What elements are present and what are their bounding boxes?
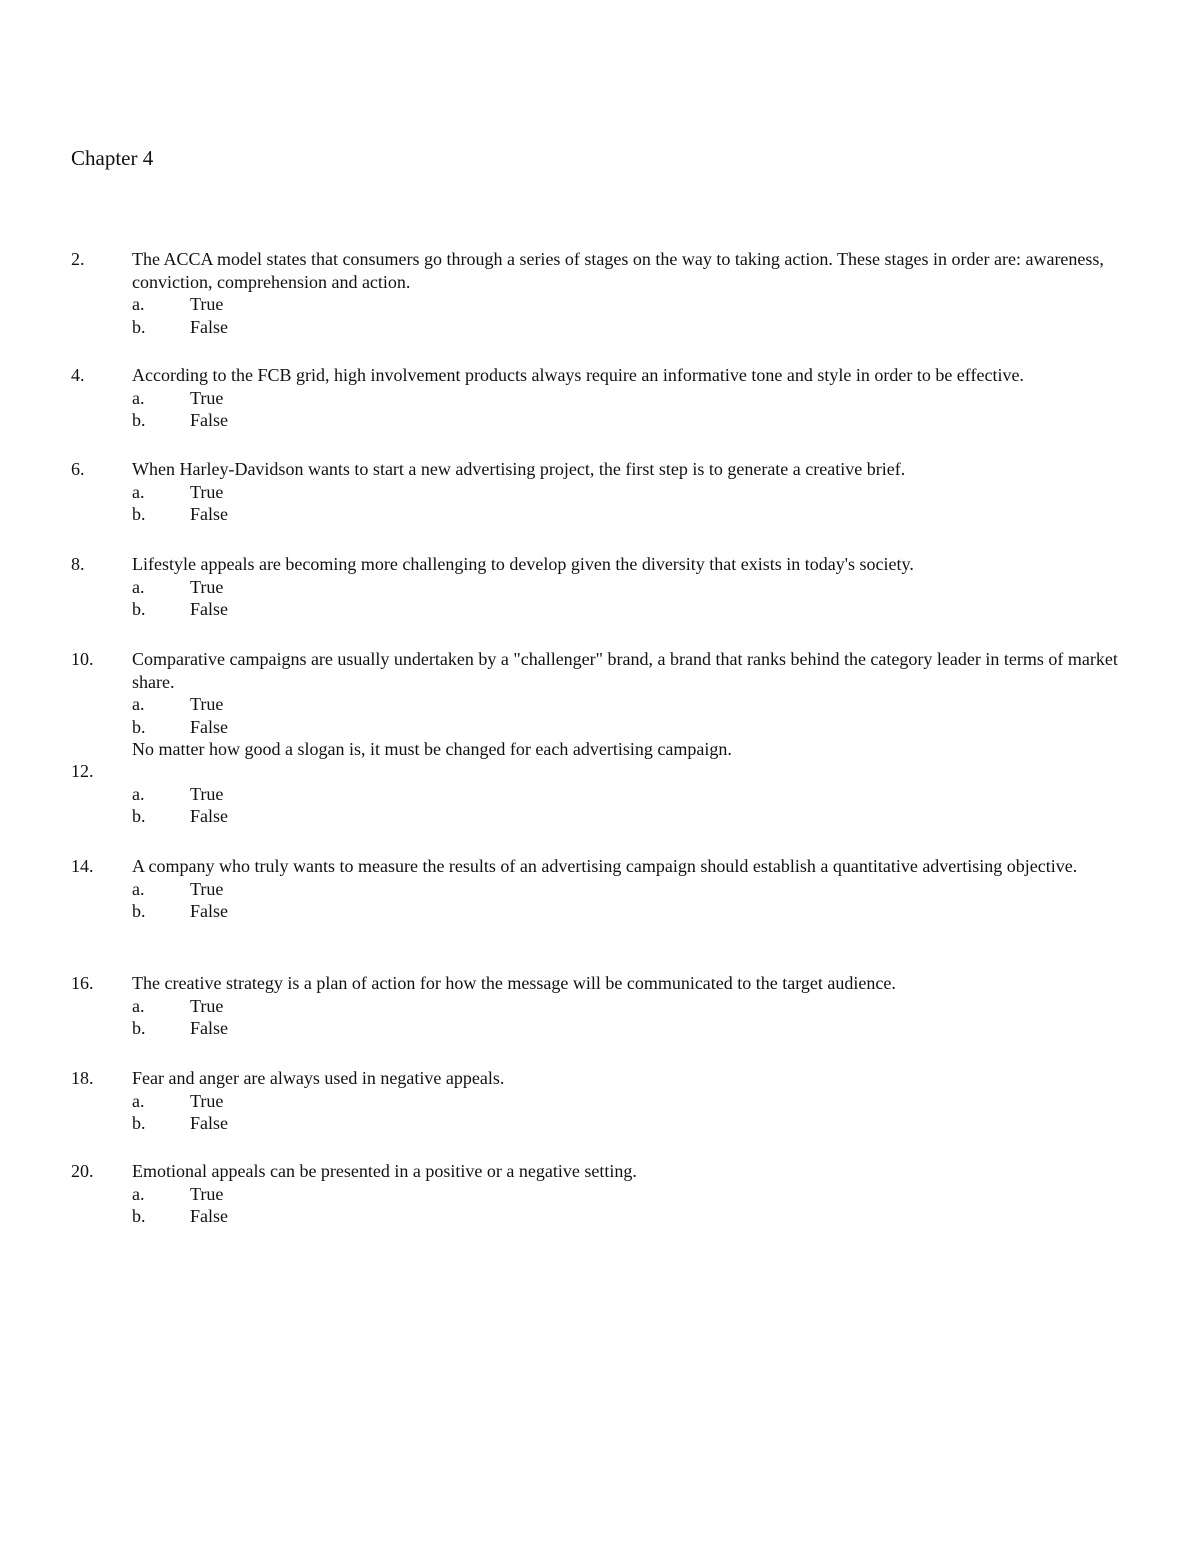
- option-letter: b.: [132, 1018, 146, 1038]
- chapter-title: Chapter 4: [71, 146, 154, 170]
- answer-option: [132, 878, 1151, 901]
- question-item: [71, 553, 1151, 621]
- option-letter: b.: [132, 806, 146, 826]
- option-label: True: [190, 481, 224, 502]
- answer-option: [132, 1205, 1151, 1228]
- option-label: True: [190, 694, 224, 714]
- answer-option: [132, 598, 1151, 621]
- option-label: True: [190, 294, 224, 314]
- option-letter: b.: [132, 316, 146, 337]
- option-label: True: [190, 387, 224, 408]
- question-text: Emotional appeals can be presented in a positive or a negative setting.: [132, 1161, 637, 1181]
- question-item: [71, 972, 1151, 1040]
- option-label: False: [190, 806, 228, 826]
- question-text: Comparative campaigns are usually undertaken by a "challenger" brand, a brand that ranks behind the category leader in terms of market share.: [132, 649, 1118, 692]
- answer-option: [132, 805, 1151, 828]
- question-number: 10.: [71, 649, 94, 669]
- option-label: True: [190, 1183, 224, 1204]
- question-text: When Harley-Davidson wants to start a new advertising project, the first step is to generate a creative brief.: [132, 459, 906, 479]
- answer-option: [132, 409, 1151, 432]
- question-text: A company who truly wants to measure the results of an advertising campaign should establish a quantitative advertising objective.: [132, 856, 1078, 876]
- option-letter: a.: [132, 481, 145, 502]
- answer-option: [132, 481, 1151, 504]
- answer-option: [132, 716, 1151, 739]
- answer-option: [132, 503, 1151, 526]
- answer-option: [132, 693, 1151, 716]
- question-item: [71, 1160, 1151, 1228]
- question-number: 20.: [71, 1161, 94, 1181]
- question-item: [71, 458, 1151, 526]
- option-letter: b.: [132, 901, 146, 921]
- question-number: 12.: [71, 761, 94, 781]
- question-number: 2.: [71, 249, 85, 269]
- question-number: 4.: [71, 365, 85, 385]
- question-text: Fear and anger are always used in negative appeals.: [132, 1068, 505, 1088]
- option-letter: a.: [132, 294, 145, 314]
- question-item: [71, 648, 1151, 738]
- question-item: [71, 1067, 1151, 1135]
- option-label: True: [190, 1090, 224, 1111]
- question-number: 18.: [71, 1068, 94, 1088]
- question-item: [71, 364, 1151, 432]
- question-item: [71, 248, 1151, 338]
- option-letter: a.: [132, 576, 145, 597]
- option-label: False: [190, 901, 228, 921]
- answer-option: [132, 900, 1151, 923]
- option-letter: b.: [132, 504, 146, 524]
- option-label: False: [190, 716, 228, 737]
- answer-option: [132, 576, 1151, 599]
- answer-option: [132, 1112, 1151, 1135]
- option-letter: a.: [132, 1090, 145, 1111]
- option-letter: a.: [132, 878, 145, 899]
- option-label: False: [190, 1018, 228, 1038]
- answer-option: [132, 316, 1151, 339]
- option-letter: b.: [132, 599, 146, 619]
- option-label: True: [190, 783, 224, 804]
- question-text: The ACCA model states that consumers go through a series of stages on the way to taking action. These stages in order are: awareness, conviction, comprehension and action.: [132, 249, 1104, 292]
- option-label: True: [190, 576, 224, 597]
- option-label: False: [190, 410, 228, 430]
- question-text: Lifestyle appeals are becoming more challenging to develop given the diversity that exists in today's society.: [132, 554, 914, 574]
- option-letter: a.: [132, 783, 145, 804]
- question-text: According to the FCB grid, high involvement products always require an informative tone and style in order to be effective.: [132, 365, 1024, 385]
- question-item: [71, 738, 1151, 828]
- option-letter: a.: [132, 995, 145, 1016]
- option-letter: b.: [132, 410, 146, 430]
- answer-option: [132, 783, 1151, 806]
- answer-option: [132, 293, 1151, 316]
- option-letter: b.: [132, 716, 146, 737]
- question-number: 8.: [71, 554, 85, 574]
- option-label: False: [190, 599, 228, 619]
- question-text: No matter how good a slogan is, it must be changed for each advertising campaign.: [132, 739, 732, 759]
- question-item: [71, 855, 1151, 923]
- option-letter: a.: [132, 1183, 145, 1204]
- question-number: 6.: [71, 459, 85, 479]
- option-label: True: [190, 878, 224, 899]
- option-label: False: [190, 1113, 228, 1133]
- answer-option: [132, 1017, 1151, 1040]
- answer-option: [132, 387, 1151, 410]
- option-letter: a.: [132, 387, 145, 408]
- answer-option: [132, 1090, 1151, 1113]
- option-label: False: [190, 504, 228, 524]
- answer-option: [132, 995, 1151, 1018]
- question-text: The creative strategy is a plan of action for how the message will be communicated to the target audience.: [132, 973, 896, 993]
- option-label: False: [190, 1206, 228, 1226]
- option-label: True: [190, 995, 224, 1016]
- option-label: False: [190, 316, 228, 337]
- question-number: 16.: [71, 973, 94, 993]
- question-number: 14.: [71, 856, 94, 876]
- answer-option: [132, 1183, 1151, 1206]
- option-letter: a.: [132, 694, 145, 714]
- option-letter: b.: [132, 1113, 146, 1133]
- option-letter: b.: [132, 1206, 146, 1226]
